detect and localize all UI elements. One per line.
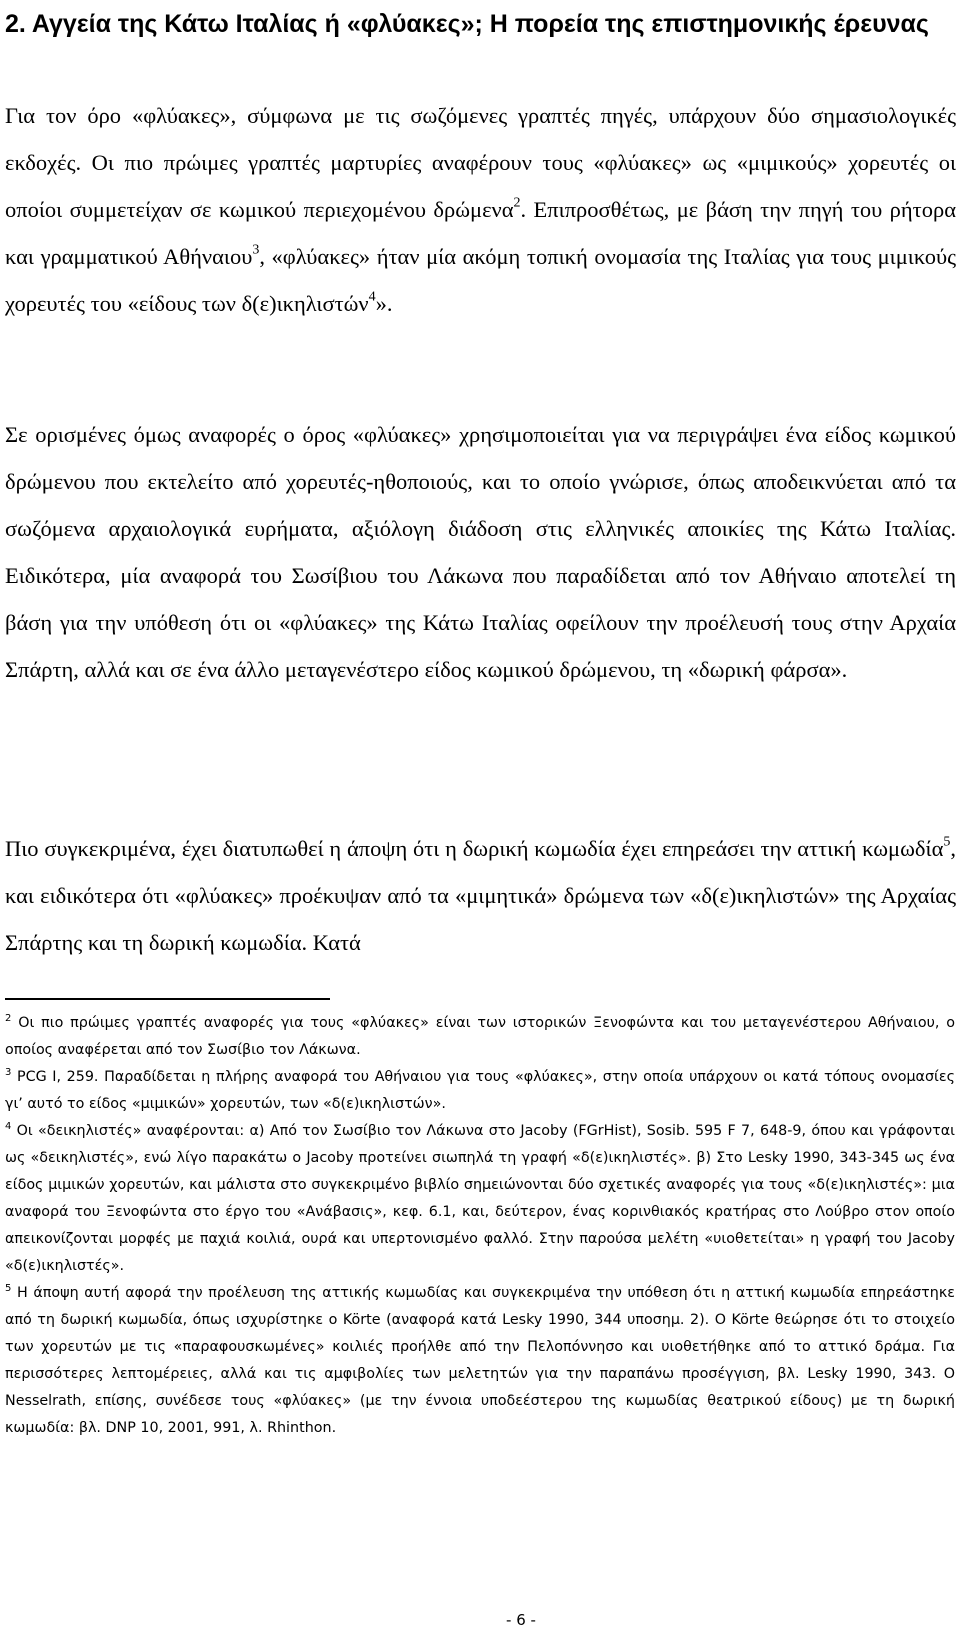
paragraph-1 (5, 92, 956, 327)
section-heading: 2. Αγγεία της Κάτω Ιταλίας ή «φλύακες»; Η πορεία της επιστημονικής έρευνας (5, 10, 929, 38)
paragraph-1-text-d: ». (375, 291, 393, 316)
footnote-number: 5 (5, 1283, 12, 1294)
footnote-3 (5, 1064, 955, 1118)
footnotes-section (5, 1010, 955, 1442)
footnote-ref-2[interactable]: 2 (513, 195, 521, 211)
paragraph-3-text-b: , και ειδικότερα ότι «φλύακες» προέκυψαν από τα «μιμητικά» δρώμενα των «δ(ε)ικηλιστών» της Αρχαίας Σπάρτης και τη δωρική κωμωδία. Κατά (5, 836, 956, 955)
footnote-number: 4 (5, 1121, 12, 1132)
footnote-separator (5, 998, 330, 1000)
footnote-5 (5, 1280, 955, 1442)
paragraph-3-text-a: Πιο συγκεκριμένα, έχει διατυπωθεί η άποψη ότι η δωρική κωμωδία έχει επηρεάσει την αττική κωμωδία (5, 836, 944, 861)
footnote-text: Η άποψη αυτή αφορά την προέλευση της αττικής κωμωδίας και συγκεκριμένα την υπόθεση ότι η αττική κωμωδία επηρεάστηκε από τη δωρική κωμωδία, όπως ισχυρίστηκε ο Körte (αναφορά κατά Lesky 1990, 344 υποσημ. 2). Ο Körte θεώρησε ότι το στοιχείο των χορευτών με τις «παραφουσκωμένες» κοιλιές προήλθε από την Πελοπόννησο και υιοθετήθηκε από το αττικό δράμα. Για περισσότερες λεπτομέρειες, αλλά και τις αμφιβολίες των μελετητών για την παραπάνω προσέγγιση, βλ. Lesky 1990, 343. Ο Nesselrath, επίσης, συνέδεσε τους «φλύακες» (με την έννοια υποδεέστερου της κωμωδίας θεατρικού είδους) με τη δωρική κωμωδία: βλ. DNP 10, 2001, 991, λ. Rhinthon. (5, 1285, 955, 1436)
footnote-number: 2 (5, 1013, 12, 1024)
footnote-4 (5, 1118, 955, 1280)
footnote-text: Οι «δεικηλιστές» αναφέρονται: α) Από τον Σωσίβιο τον Λάκωνα στο Jacoby (FGrHist), Sosib. 595 F 7, 648-9, όπου και γράφονται ως «δεικηλιστές», ενώ λίγο παρακάτω ο Jacoby προτείνει σιωπηλά τη γραφή «δ(ε)ικηλιστές». β) Στο Lesky 1990, 343-345 ως ένα είδος μιμικών χορευτών, και μάλιστα στο συγκεκριμένο βιβλίο σημειώνονται δύο σχετικές αναφορές για τους «δ(ε)ικηλιστές»: μια αναφορά του Ξενοφώντα στο έργο του «Ανάβασις», κεφ. 6.1, και, δεύτερον, ένας κορινθιακός κρατήρας στο Λούβρο στον οποίο απεικονίζονται μορφές με παχιά κοιλιά, ουρά και υπερτονισμένο φαλλό. Στην παρούσα μελέτη «υιοθετείται» η γραφή του Jacoby «δ(ε)ικηλιστές». (5, 1123, 955, 1274)
footnote-text: Οι πιο πρώιμες γραπτές αναφορές για τους «φλύακες» είναι των ιστορικών Ξενοφώντα και του μεταγενέστερου Αθήναιου, ο οποίος αναφέρεται από τον Σωσίβιο τον Λάκωνα. (5, 1015, 955, 1058)
paragraph-1-text-c: , «φλύακες» ήταν μία ακόμη τοπική ονομασία της Ιταλίας για τους μιμικούς χορευτές του «είδους των δ(ε)ικηλιστών (5, 244, 956, 316)
paragraph-2: Σε ορισμένες όμως αναφορές ο όρος «φλύακες» χρησιμοποιείται για να περιγράψει ένα είδος κωμικού δρώμενου που εκτελείτο από χορευτές-ηθοποιούς, και το οποίο γνώρισε, όπως αποδεικνύεται από τα σωζόμενα αρχαιολογικά ευρήματα, αξιόλογη διάδοση στις ελληνικές αποικίες της Κάτω Ιταλίας. Ειδικότερα, μία αναφορά του Σωσίβιου του Λάκωνα που παραδίδεται από τον Αθήναιο αποτελεί τη βάση για την υπόθεση ότι οι «φλύακες» της Κάτω Ιταλίας οφείλουν την προέλευσή τους στην Αρχαία Σπάρτη, αλλά και σε ένα άλλο μεταγενέστερο είδος κωμικού δρώμενου, τη «δωρική φάρσα». (5, 422, 956, 682)
footnote-2 (5, 1010, 955, 1064)
footnote-ref-5[interactable]: 5 (943, 834, 951, 850)
paragraph-3 (5, 825, 956, 966)
footnote-ref-4[interactable]: 4 (368, 289, 376, 305)
footnote-number: 3 (5, 1067, 12, 1078)
footnote-text: PCG I, 259. Παραδίδεται η πλήρης αναφορά του Αθήναιου για τους «φλύακες», στην οποία υπάρχουν οι κατά τόπους ονομασίες γι’ αυτό το είδος «μιμικών» χορευτών, των «δ(ε)ικηλιστών». (5, 1069, 955, 1112)
page-number: - 6 - (506, 1611, 536, 1629)
footnote-ref-3[interactable]: 3 (252, 242, 260, 258)
paragraph-1-text-b: . Επιπροσθέτως, με βάση την πηγή του ρήτορα και γραμματικού Αθήναιου (5, 197, 956, 269)
paragraph-1-text-a: Για τον όρο «φλύακες», σύμφωνα με τις σωζόμενες γραπτές πηγές, υπάρχουν δύο σημασιολογικές εκδοχές. Οι πιο πρώιμες γραπτές μαρτυρίες αναφέρουν τους «φλύακες» ως «μιμικούς» χορευτές οι οποίοι συμμετείχαν σε κωμικού περιεχομένου δρώμενα (5, 103, 956, 222)
